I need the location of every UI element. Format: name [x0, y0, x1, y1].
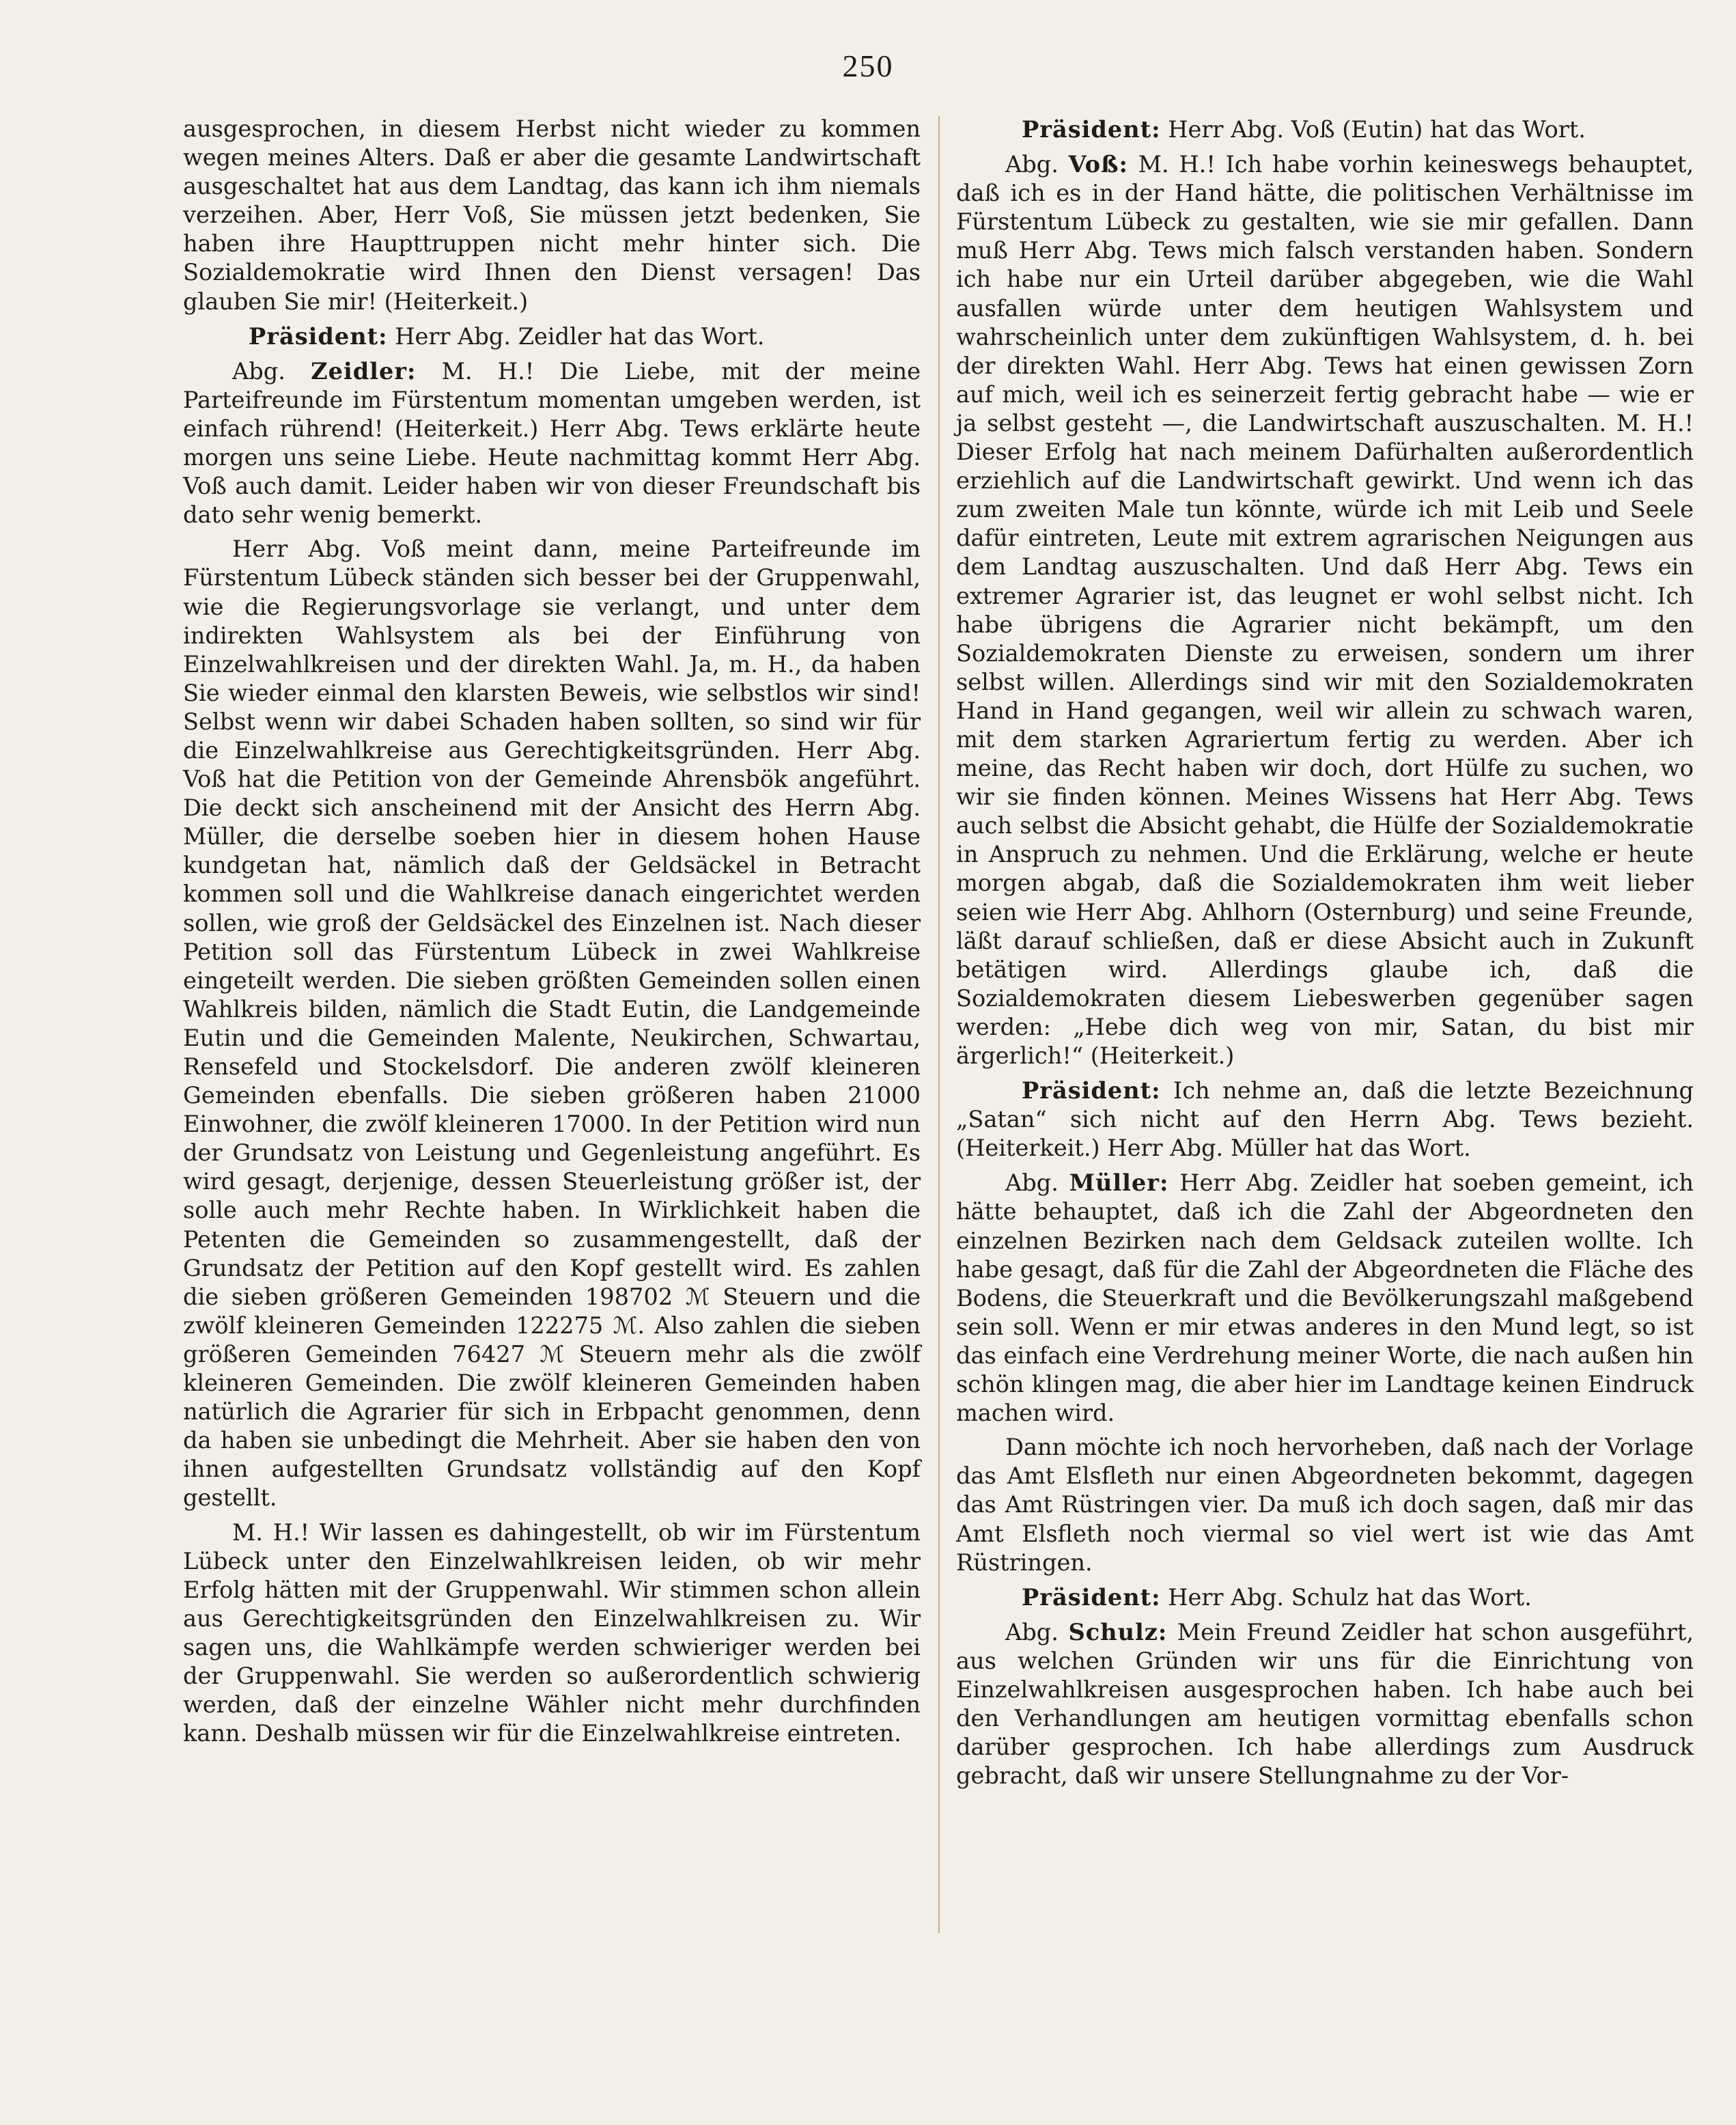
speaker-prefix: Abg.	[1005, 1169, 1069, 1197]
paragraph: Herr Abg. Voß meint dann, meine Parteifreunde im Fürstentum Lübeck ständen sich besser bei der Gruppenwahl, wie die Regierungsvorlage sie verlangt, und unter dem indirekten Wahlsystem als bei der Einführung von Einzelwahlkreisen und der direkten Wahl. Ja, m. H., da haben Sie wieder einmal den klarsten Beweis, wie selbstlos wir sind! Selbst wenn wir dabei Schaden haben sollten, so sind wir für die Einzelwahlkreise aus Gerechtigkeitsgründen. Herr Abg. Voß hat die Petition von der Gemeinde Ahrensbök angeführt. Die deckt sich anscheinend mit der Ansicht des Herrn Abg. Müller, die derselbe soeben hier in diesem hohen Hause kundgetan hat, nämlich daß der Geldsäckel in Betracht kommen soll und die Wahlkreise danach eingerichtet werden sollen, wie groß der Geldsäckel des Einzelnen ist. Nach dieser Petition soll das Fürstentum Lübeck in zwei Wahlkreise eingeteilt werden. Die sieben größten Gemeinden sollen einen Wahlkreis bilden, nämlich die Stadt Eutin, die Landgemeinde Eutin und die Gemeinden Malente, Neukirchen, Schwartau, Rensefeld und Stockelsdorf. Die anderen zwölf kleineren Gemeinden ebenfalls. Die sieben größeren haben 21000 Einwohner, die zwölf kleineren 17000. In der Petition wird nun der Grundsatz von Leistung und Gegenleistung angeführt. Es wird gesagt, derjenige, dessen Steuerleistung größer ist, der solle auch mehr Rechte haben. In Wirklichkeit haben die Petenten die Gemeinden so zusammengestellt, daß der Grundsatz der Petition auf den Kopf gestellt wird. Es zahlen die sieben größeren Gemeinden 198702 ℳ Steuern und die zwölf kleineren Gemeinden 122275 ℳ. Also zahlen die sieben größeren Gemeinden 76427 ℳ Steuern mehr als die zwölf kleineren Gemeinden. Die zwölf kleineren Gemeinden haben natürlich die Agrarier für sich in Erbpacht genommen, denn da haben sie unbedingt die Mehrheit. Aber sie haben den von ihnen aufgestellten Grundsatz vollständig auf den Kopf gestellt.	[183, 536, 921, 1512]
speaker-prefix: Abg.	[1005, 151, 1069, 178]
statement-text: Herr Abg. Zeidler hat das Wort.	[387, 322, 765, 350]
right-column	[956, 115, 1694, 1796]
speaker-name: Zeidler:	[311, 357, 417, 385]
president-statement	[956, 1583, 1694, 1612]
statement-text: Herr Abg. Schulz hat das Wort.	[1160, 1583, 1532, 1611]
statement-text: Herr Abg. Voß (Eutin) hat das Wort.	[1160, 116, 1586, 143]
statement-text: Mein Freund Zeidler hat schon ausgeführt, aus welchen Gründen wir uns für die Einrichtung von Einzelwahlkreisen ausgesprochen haben. Ich habe auch bei den Verhandlungen am heutigen vormittag ebenfalls schon darüber gesprochen. Ich habe allerdings zum Ausdruck gebracht, daß wir unsere Stellungnahme zu der Vor-	[956, 1618, 1694, 1790]
statement-text: Herr Abg. Zeidler hat soeben gemeint, ich hätte behauptet, daß ich die Zahl der Abgeordneten den einzelnen Bezirken nach dem Geldsack zuteilen wollte. Ich habe gesagt, daß für die Zahl der Abgeordneten die Fläche des Bodens, die Steuerkraft und die Bevölkerungszahl maßgebend sein soll. Wenn er mir etwas anderes in den Mund legt, so ist das einfach eine Verdrehung meiner Worte, die nach außen hin schön klingen mag, die aber hier im Landtage keinen Eindruck machen wird.	[956, 1169, 1694, 1427]
statement-text: Ich nehme an, daß die letzte Bezeichnung „Satan“ sich nicht auf den Herrn Abg. Tews bezieht. (Heiterkeit.) Herr Abg. Müller hat das Wort.	[956, 1077, 1694, 1162]
speaker-prefix: Abg.	[1005, 1618, 1069, 1645]
paragraph: Dann möchte ich noch hervorheben, daß nach der Vorlage das Amt Elsfleth nur einen Abgeordneten bekommt, dagegen das Amt Rüstringen vier. Da muß ich doch sagen, daß mir das Amt Elsfleth noch viermal so viel wert ist wie das Amt Rüstringen.	[956, 1434, 1694, 1576]
speaker-prefix: Abg.	[232, 357, 311, 385]
speaker-name: Müller:	[1069, 1169, 1169, 1197]
speaker-statement	[956, 1168, 1694, 1428]
speaker-statement	[956, 150, 1694, 1070]
column-divider	[938, 116, 940, 1933]
speaker-name: Präsident:	[1022, 115, 1161, 143]
paragraph: M. H.! Wir lassen es dahingestellt, ob wir im Fürstentum Lübeck unter den Einzelwahlkreisen leiden, ob wir mehr Erfolg hätten mit der Gruppenwahl. Wir stimmen schon allein aus Gerechtigkeitsgründen den Einzelwahlkreisen zu. Wir sagen uns, die Wahlkämpfe werden schwieriger werden bei der Gruppenwahl. Sie werden so außerordentlich schwierig werden, daß der einzelne Wähler nicht mehr durchfinden kann. Deshalb müssen wir für die Einzelwahlkreise eintreten.	[183, 1518, 921, 1747]
speaker-statement	[956, 1617, 1694, 1791]
speaker-statement	[183, 357, 921, 530]
president-statement	[956, 115, 1694, 144]
president-statement	[956, 1076, 1694, 1163]
speaker-name: Präsident:	[1022, 1583, 1161, 1611]
speaker-name: Präsident:	[249, 322, 388, 350]
paragraph: ausgesprochen, in diesem Herbst nicht wieder zu kommen wegen meines Alters. Daß er aber die gesamte Landwirtschaft ausgeschaltet hat aus dem Landtag, das kann ich ihm niemals verzeihen. Aber, Herr Voß, Sie müssen jetzt bedenken, Sie haben ihre Haupttruppen nicht mehr hinter sich. Die Sozialdemokratie wird Ihnen den Dienst versagen! Das glauben Sie mir! (Heiterkeit.)	[183, 115, 921, 315]
speaker-name: Schulz:	[1068, 1617, 1168, 1645]
left-column	[183, 115, 921, 1753]
speaker-name: Präsident:	[1022, 1077, 1161, 1105]
speaker-name: Voß:	[1068, 150, 1128, 178]
president-statement	[183, 322, 921, 351]
statement-text: M. H.! Die Liebe, mit der meine Parteifreunde im Fürstentum momentan umgeben werden, ist einfach rührend! (Heiterkeit.) Herr Abg. Tews erklärte heute morgen uns seine Liebe. Heute nachmittag kommt Herr Abg. Voß auch damit. Leider haben wir von dieser Freundschaft bis dato sehr wenig bemerkt.	[183, 357, 921, 529]
statement-text: M. H.! Ich habe vorhin keineswegs behauptet, daß ich es in der Hand hätte, die politischen Verhältnisse im Fürstentum Lübeck zu gestalten, wie sie mir gefallen. Dann muß Herr Abg. Tews mich falsch verstanden haben. Sondern ich habe nur ein Urteil darüber abgegeben, wie die Wahl ausfallen würde unter dem heutigen Wahlsystem und wahrscheinlich unter dem zukünftigen Wahlsystem, d. h. bei der direkten Wahl. Herr Abg. Tews hat einen gewissen Zorn auf mich, weil ich es seinerzeit fertig gebracht habe — wie er ja selbst gesteht —, die Landwirtschaft auszuschalten. M. H.! Dieser Erfolg hat nach meinem Dafürhalten außerordentlich erziehlich auf die Landwirtschaft gewirkt. Und wenn ich das zum zweiten Male tun könnte, würde ich mit Leib und Seele dafür eintreten, Leute mit extrem agrarischen Neigungen aus dem Landtag auszuschalten. Und daß Herr Abg. Tews ein extremer Agrarier ist, das leugnet er wohl selbst nicht. Ich habe übrigens die Agrarier nicht bekämpft, um den Sozialdemokraten Dienste zu erweisen, sondern um ihrer selbst willen. Allerdings sind wir mit den Sozialdemokraten Hand in Hand gegangen, weil wir allein zu schwach waren, mit dem starken Agrariertum fertig zu werden. Aber ich meine, das Recht haben wir doch, dort Hülfe zu suchen, wo wir sie finden können. Meines Wissens hat Herr Abg. Tews auch selbst die Absicht gehabt, die Hülfe der Sozialdemokratie in Anspruch zu nehmen. Und die Erklärung, welche er heute morgen abgab, daß die Sozialdemokraten ihm weit lieber seien wie Herr Abg. Ahlhorn (Osternburg) und seine Freunde, läßt darauf schließen, daß er diese Absicht auch in Zukunft betätigen wird. Allerdings glaube ich, daß die Sozialdemokraten diesem Liebeswerben gegenüber sagen werden: „Hebe dich weg von mir, Satan, du bist mir ärgerlich!“ (Heiterkeit.)	[956, 151, 1694, 1069]
page-number: 250	[842, 48, 894, 83]
